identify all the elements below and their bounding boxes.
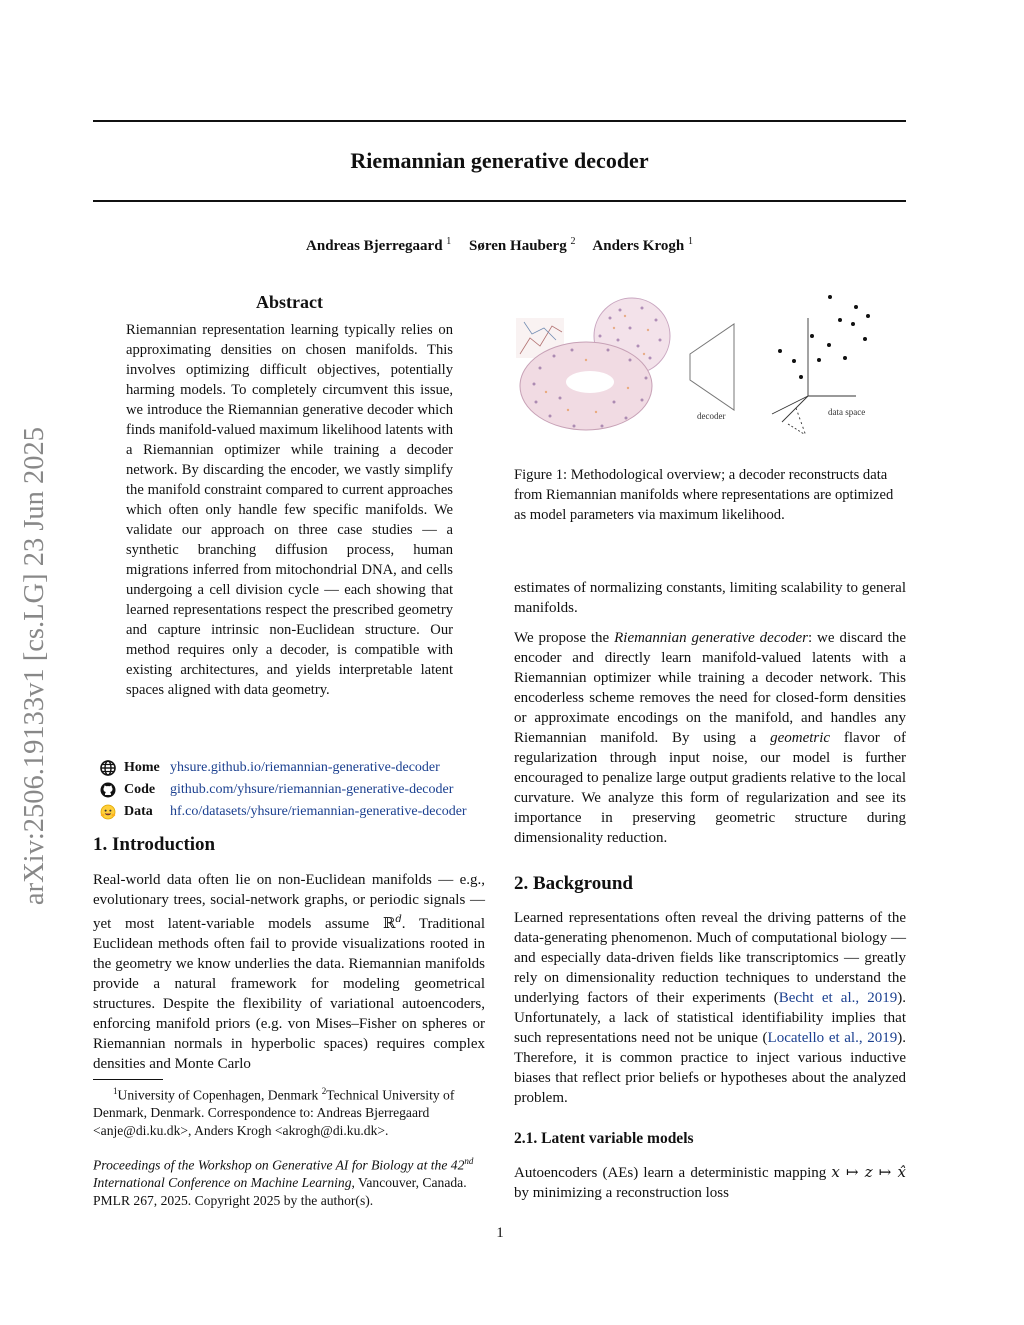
math-superscript: d	[395, 914, 402, 925]
subsection-heading-latent-variable-models: 2.1. Latent variable models	[514, 1130, 694, 1147]
footnote-text: Technical University of Denmark, Denmark. Correspondence to: Andreas Bjerregaard <anje@di.ku.dk>, Anders Krogh <akrogh@di.ku.dk>.	[93, 1087, 455, 1138]
link-label: Home	[124, 760, 160, 775]
author-list	[93, 236, 906, 255]
paragraph-text: We propose the	[514, 630, 615, 646]
intro-text: . Traditional Euclidean methods often fail to provide visualizations rooted in the geometry we know underlies the data. Riemannian manifolds provide a natural framework for modeling geometrical structures. Despite the flexibility of variational autoencoders, enforcing manifold priors (e.g. von Mises–Fisher on spheres or Riemannian normals in hyperbolic spaces) requires complex densities and Monte Carlo	[93, 916, 485, 1072]
title-bottom-rule	[93, 200, 906, 202]
math-inline: x ↦ z ↦ x̂	[831, 1163, 906, 1181]
footnote-mark: 2	[321, 1086, 327, 1096]
project-links	[100, 757, 500, 823]
author-name: Søren Hauberg	[469, 238, 567, 254]
link-label: Data	[124, 804, 153, 819]
paragraph-text: Autoencoders (AEs) learn a deterministic mapping	[514, 1165, 832, 1181]
figure-caption: Figure 1: Methodological overview; a decoder reconstructs data from Riemannian manifolds where representations are optimized as model parameters via maximum likelihood.	[514, 467, 894, 523]
globe-icon	[100, 760, 116, 776]
proceedings-text: International Conference on Machine Learning	[93, 1175, 352, 1191]
link-url[interactable]: github.com/yhsure/riemannian-generative-decoder	[170, 782, 454, 797]
author-affiliation: 2	[570, 236, 576, 247]
link-data[interactable]	[100, 801, 500, 823]
arxiv-stamp	[14, 376, 56, 956]
section-heading-background: 2. Background	[514, 873, 633, 894]
intro-paragraph	[93, 870, 485, 1074]
data-space-label: data space	[828, 407, 866, 417]
arxiv-stamp-text: arXiv:2506.19133v1 [cs.LG] 23 Jun 2025	[19, 426, 50, 906]
footnote	[93, 1083, 485, 1209]
link-home[interactable]	[100, 757, 500, 779]
right-column-body	[514, 578, 906, 848]
paper-title: Riemannian generative decoder	[350, 148, 649, 173]
proceedings-text: Proceedings of the Workshop on Generative AI for Biology at the 42	[93, 1157, 465, 1173]
figure-1	[510, 288, 906, 448]
huggingface-icon	[100, 804, 116, 820]
abstract-heading: Abstract	[256, 292, 323, 312]
proceedings-tail: , Vancouver, Canada. PMLR 267, 2025. Copyright 2025 by the author(s).	[93, 1175, 467, 1208]
emphasis-text: geometric	[770, 730, 831, 746]
proceedings-sup: nd	[464, 1156, 474, 1167]
background-paragraph	[514, 908, 906, 1108]
paragraph-continuation: estimates of normalizing constants, limiting scalability to general manifolds.	[514, 580, 906, 616]
citation-link[interactable]: Locatello et al., 2019	[767, 1030, 898, 1046]
paragraph-text: Learned representations often reveal the driving patterns of the data-generating phenomenon. Much of computational biology — and especially data-driven fields like transcriptomics — greatly rely on dimensionality reduction techniques to understand the underlying factors of their experiments (	[514, 910, 906, 1006]
link-code[interactable]	[100, 779, 500, 801]
author-affiliation: 1	[687, 236, 693, 247]
abstract-body	[126, 320, 453, 700]
paragraph-text: flavor of regularization through input noise, our model is further encouraged to penalize large output gradients relative to the local curvature. We analyze this form of regularization and see its importance in preserving geometric structure during dimensionality reduction.	[514, 730, 907, 846]
data-space-axes	[772, 318, 856, 436]
abstract-text: Riemannian representation learning typically relies on approximating densities on chosen manifolds. This involves optimizing difficult objectives, potentially harming models. To completely circumvent this issue, we introduce the Riemannian generative decoder which finds manifold-valued maximum likelihood latents with a Riemannian optimizer while training a decoder network. By discarding the encoder, we vastly simplify the manifold constraint compared to current approaches which often only handle few specific manifolds. We validate our approach on three case studies — a synthetic branching diffusion process, human migrations inferred from mitochondrial DNA, and cells undergoing a cell division cycle — each showing that learned representations respect the prescribed geometry and capture intrinsic non-Euclidean structure. Our method requires only a decoder, is compatible with existing architectures, and yields interpretable latent spaces aligned with data geometry.	[126, 322, 453, 698]
section-heading-introduction: 1. Introduction	[93, 834, 216, 855]
page-number: 1	[496, 1225, 504, 1241]
paragraph-text: by minimizing a reconstruction loss	[514, 1185, 729, 1201]
decoder-shape	[690, 324, 734, 410]
intro-text: Real-world data often lie on non-Euclidean manifolds — e.g., evolutionary trees, social-network graphs, or periodic signals — yet most latent-variable models assume	[93, 872, 485, 932]
link-label: Code	[124, 782, 156, 797]
link-url[interactable]: yhsure.github.io/riemannian-generative-decoder	[170, 760, 440, 775]
author-name: Andreas Bjerregaard	[306, 238, 443, 254]
torus-manifold	[520, 342, 652, 430]
link-url[interactable]: hf.co/datasets/yhsure/riemannian-generative-decoder	[170, 804, 467, 819]
decoder-label: decoder	[697, 411, 726, 421]
paragraph-text: : we discard the encoder and directly learn manifold-valued latents with a Riemannian optimizer while training a decoder network. This encoderless scheme removes the need for closed-form densities or approximate encodings on the manifold, and handles any Riemannian manifold. By using a	[514, 630, 906, 746]
latent-variable-paragraph	[514, 1162, 906, 1203]
footnote-rule	[93, 1079, 163, 1080]
math-symbol: ℝ	[382, 914, 396, 932]
author-affiliation: 1	[446, 236, 452, 247]
citation-link[interactable]: Becht et al., 2019	[778, 990, 898, 1006]
paragraph-text: ). Unfortunately, a lack of statistical identifiability implies that such representations need not be unique (	[514, 990, 907, 1046]
github-icon	[100, 782, 116, 798]
footnote-mark: 1	[113, 1086, 118, 1096]
emphasis-text: Riemannian generative decoder	[614, 630, 808, 646]
data-points	[778, 295, 870, 379]
paragraph-text: ). Therefore, it is common practice to inject various inductive biases that reflect prior beliefs or hypotheses about the analyzed problem.	[514, 1030, 906, 1106]
title-top-rule	[93, 120, 906, 122]
footnote-text: University of Copenhagen, Denmark	[117, 1087, 322, 1103]
author-name: Anders Krogh	[592, 238, 685, 254]
